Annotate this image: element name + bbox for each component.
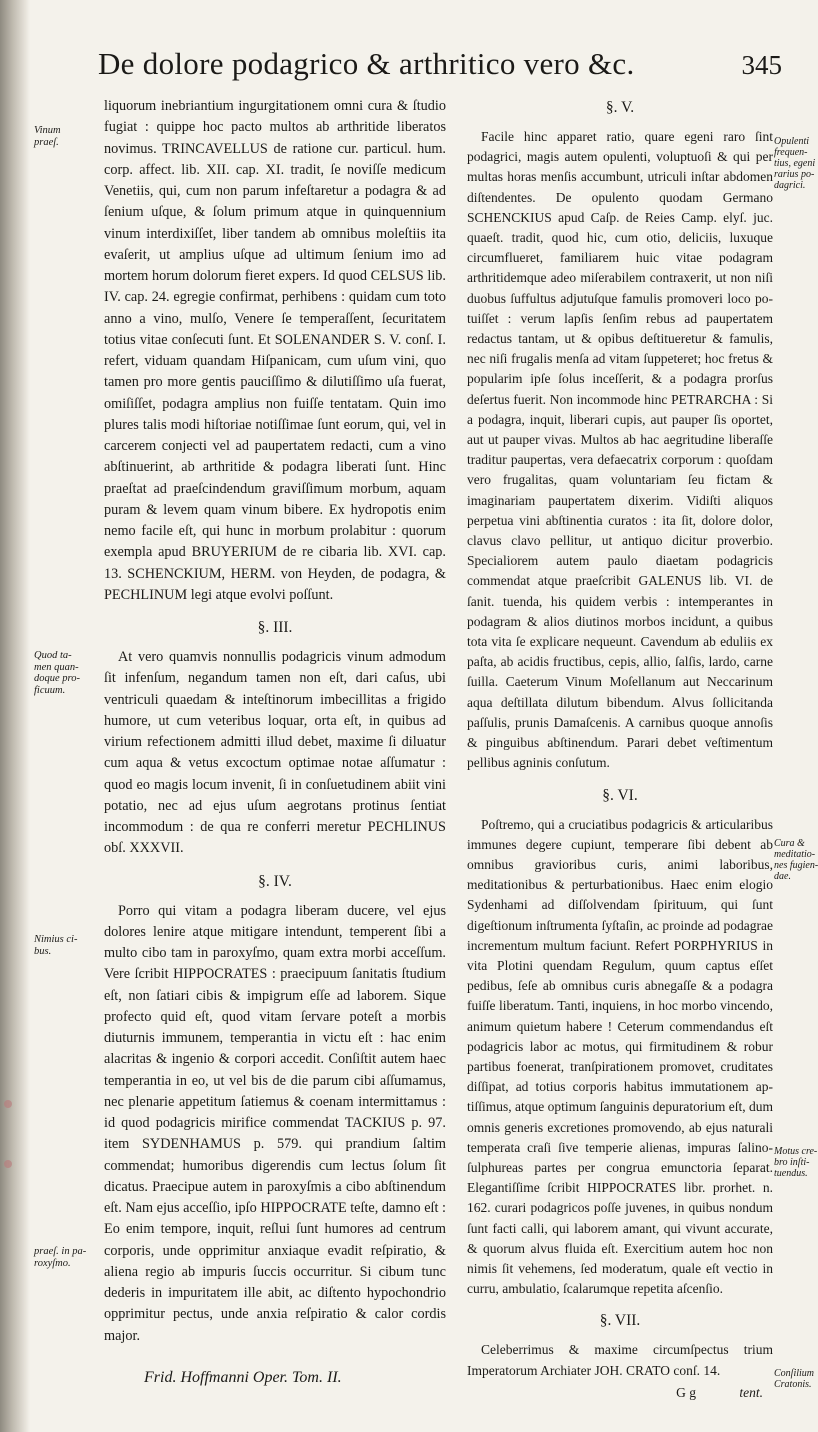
- paragraph: Celeberrimus & maxime circumſpectus trium Imperatorum Archiater JOH. CRATO conſ. 14.: [467, 1342, 773, 1378]
- left-column: [104, 96, 446, 1388]
- catchword-line: [467, 1383, 773, 1403]
- paragraph: At vero quamvis nonnullis podagricis vinum admodum ſit infenſum, negandum tamen non eſt, dari caſus, ubi ventriculi quaedam & inteſtinorum imbecillitas a frigido humore, ut cum veteribus loquar, orta eſt, in quibus ad virium refectionem admitti illud debet, maxime ſi diluatur cum aqua & vetus excoctum optimae notae aſſumatur : quod eo magis locum invenit, ſi in conſuetudinem abiit vini potatio, nec ad ejus uſum aegrotans protinus ſentiat incommodum : de qua re conferri meretur PECHLINUS obſ. XXXVII.: [104, 649, 446, 857]
- section-heading: §. IV.: [258, 872, 292, 890]
- margin-note-opulenti: Opulenti frequen- tius, egeni rarius po- dagrici.: [774, 136, 816, 191]
- margin-note-nimius-cibus: Nimius ci- bus.: [34, 934, 78, 957]
- paragraph: Poſtremo, qui a cruciatibus podagricis & articularibus immunes degere cupiunt, temperare ſibi debent ab omnibus gravioribus curis, animi laboribus, meditationibus & perturbationibus. Haec enim elogio Sydenhami ad diſſolvendam ſpirituum, qui ſunt digeſtionum inſtrumenta ſyſtaſin, ac proinde ad podagrae incrementum multum faciunt. Refert PORPHYRIUS in vita Plotini quendam Regulum, quum captus eſſet pedibus, ſeſe ab omnibus curis abnegaſſe & a podagra fuiſſe liberatum. Tanti, inquiens, in hoc morbo vincendo, animum quietum habere ! Ceterum commendandus eſt podagricis labor ac motus, qui firmitudinem & robur partibus foenerat, tranſpirationem promovet, cruditates diſſipat, ad totius corporis habitus immutationem aptiſſimus, atque optimum ſanguinis depuratorium eſt, dum omnis generis excretiones promovendo, ab ejus naturali temperata craſi ſive temperie alienas, impuras ſalino-ſulphureas partes per congrua emunctoria ſeparat. Elegantiſſime ſcribit HIPPOCRATES libr. prorhet. n. 162. curari podagricos poſſe juvenes, in quibus nondum ſunt facti calli, qui laborem amant, qui vivunt accurate, & quorum alvus fluida eſt. Exercitium autem hoc non nimis ſit vehemens, ſed moderatum, quale eſt vectio in curru, ambulatio, ſcalarumque repetita aſcenſio.: [467, 816, 773, 1297]
- catchword: tent.: [739, 1384, 763, 1400]
- margin-note-quod-tamen: Quod ta- men quan- doque pro- ficuum.: [34, 650, 80, 696]
- paragraph: Facile hinc apparet ratio, quare egeni raro ſint podagrici, magis autem opulenti, voluptuoſi & qui per multas horas menſis accumbunt, utriculi inſtar abdomen diſtendentes. De opulento quodam Germano SCHENCKIUS apud Caſp. de Reies Camp. elyſ. juc. quaeſt. tradit, quod hic, cum otio, deliciis, luxuque circumflueret, familiarem huic vitae podagram arthritidemque adeo miſerabilem contraxerit, ut non niſi duobus ſuffultus adjutuſque famulis promoveri loco potuiſſet : verum lapſis ſenſim rebus ad paupertatem redactus tantam, ut & opibus deſtitueretur & famulis, nec niſi frugalis menſa ad vitam ſuppeteret; hoc fretus & popularim ipſe ſolus inceſſerit, & a podagra prorſus deſertus fuerit. Non incommode hinc PETRARCHA : Si a podagra, inquit, liberari cupis, aut pauper ſis oportet, aut ut pauper vivas. Multos ab hac aegritudine liberaſſe traditur paupertas, vera defaecatrix corporum : quoſdam vero frugalitas, quam voluntariam ſeu fictam & imaginariam paupertatem dixerim. Vidiſti aliquos perpetua vini abſtinentia curatos : ita ſit, dolore dolor, clavus clavo pellitur, ut antiquo dicitur proverbio. Specialiorem autem paulo diaetam podagricis commendat atque praeſcribit GALENUS lib. VI. de ſanit. tuenda, his quidem verbis : intemperantes in podagram & alios diutinos morbos incidunt, a quibus tota vita ſe explicare nequeunt. Cavendum ab eduliis ex paſta, ab acidis fructibus, cepis, allio, ſalſis, lardo, carne ſuilla. Caeterum Vinum Moſellanum aut Neccarinum aqua deſtillata dilutum bibendum. Alvus ſollicitanda paſſulis, prunis Damaſcenis. A carnibus quoque annoſis & pinguibus abſtinendum. Parari debet veſtimentum pellibus agninis conſutum.: [467, 129, 773, 771]
- section-heading: §. III.: [257, 619, 293, 636]
- paragraph: Porro qui vitam a podagra liberam ducere, vel ejus dolores lenire atque mitigare intendunt, temperent ſibi a multo cibo tam in paroxyſmo, quam extra morbi acceſſum. Vere ſcribit HIPPOCRATES : praecipuum ſanitatis ſtudium eſt, non ſatiari cibis & impigrum eſſe ad laborem. Sique profecto quid eſt, quod vitam ſervare poteſt a morbis diuturnis immunem, temperantia in victu eſt : hac enim alacritas & ingenio & corpori accedit. Conſiſtit autem haec temperantia in eo, ut vel bis de die parum cibi aſſumamus, nec plenarie appetitum ſatiemus & coenam intermittamus : id quod podagricis mirifice commendat TACKIUS p. 97. item SYDENHAMUS p. 579. qui prandium ſaltim commendat; humoribus digerendis cum lectus ſolum ſit dicatus. Praecipue autem in paroxyſmis a cibo abſtinendum eſt. Nam ejus acceſſio, ipſo HIPPOCRATE teſte, damno eſt : Eo enim tempore, inquit, reſlui ſunt humores ad centrum corporis, unde opprimitur anxiaque evadit reſpiratio, & aliena regio ab impuris ſuccis occurritur. Si cibum tunc dederis in impuritatem ille abit, ac diſtento hypochondrio opprimitur pectus, unde anxia reſpiratio & calor cordis major.: [104, 902, 446, 1344]
- section-heading: §. VII.: [599, 1312, 641, 1330]
- running-title: De dolore podagrico & arthritico vero &c.: [98, 46, 635, 81]
- signature-mark: G g: [676, 1384, 696, 1400]
- paragraph: liquorum inebriantium ingurgitationem omni cura & ſtudio fugiat : quippe hoc pacto multos ab arthritide liberatos novimus. TRINCAVELLUS de ratione cur. particul. hum. corp. affect. lib. XII. cap. XI. tradit, ſe noviſſe medicum Venetiis, qui, cum non parum infeſtaretur a podagra & ad ſenium uſque, & ſolum primum atque in quinquennium vinum interdixiſſet, liber tandem ab omnibus moleſtiis ita evaſerit, ut amplius uſque ad ultimum ſenium imo ad mortem horum dolorum fieret expers. Id quod CELSUS lib. IV. cap. 24. egregie confirmat, perhibens : quidam cum toto anno a vino, mulſo, Venere ſe temperaſſent, ſecuritatem totius vitae conſecuti ſunt. Et SOLENANDER S. V. conſ. I. refert, viduam quandam Hiſpanicam, cum uſum vini, quo tamen pro more gentis pauciſſimo & dilutiſſimo uſa fuerat, omiſiſſet, podagra amplius non fuiſſe tentatam. Quin imo plures talis modi hiſtoriae notiſſimae ſunt eorum, qui, vel in carcerem conjecti vel ad paupertatem redacti, cum a vino abſtinuerint, ab arthritide & podagra liberati ſunt. Hinc praeſtat ad praeſcindendum graviſſimum morbum, aquam puram & levem quam vinum bibere. Ex hydropotis enim nemo facile eſt, qui hunc in morbum prolabitur : quorum exempla apud BRUYERIUM de re cibaria lib. XVI. cap. 13. SCHENCKIUM, HERM. von Heyden, de podagra, & PECHLINUM legi atque evolvi poſſunt.: [104, 98, 446, 603]
- section-heading: §. VI.: [602, 786, 638, 804]
- section-heading: §. V.: [605, 99, 635, 116]
- margin-note-vinum: Vinum praeſ.: [34, 125, 61, 148]
- margin-note-paroxysmo: praeſ. in pa- roxyſmo.: [34, 1246, 87, 1269]
- page-number: 345: [741, 50, 782, 80]
- running-header: [98, 46, 788, 86]
- stain-mark: [4, 1160, 12, 1168]
- signature-line: Frid. Hoffmanni Oper. Tom. II.: [144, 1368, 342, 1386]
- book-spine-shadow: [0, 0, 30, 1432]
- stain-mark: [4, 1100, 12, 1108]
- margin-note-cura: Cura & meditatio- nes fugien- dae.: [774, 838, 818, 882]
- right-column: [467, 96, 773, 1403]
- margin-note-consilium: Conſilium Cratonis.: [774, 1368, 815, 1390]
- margin-note-motus: Motus cre- bro inſti- tuendus.: [774, 1146, 818, 1179]
